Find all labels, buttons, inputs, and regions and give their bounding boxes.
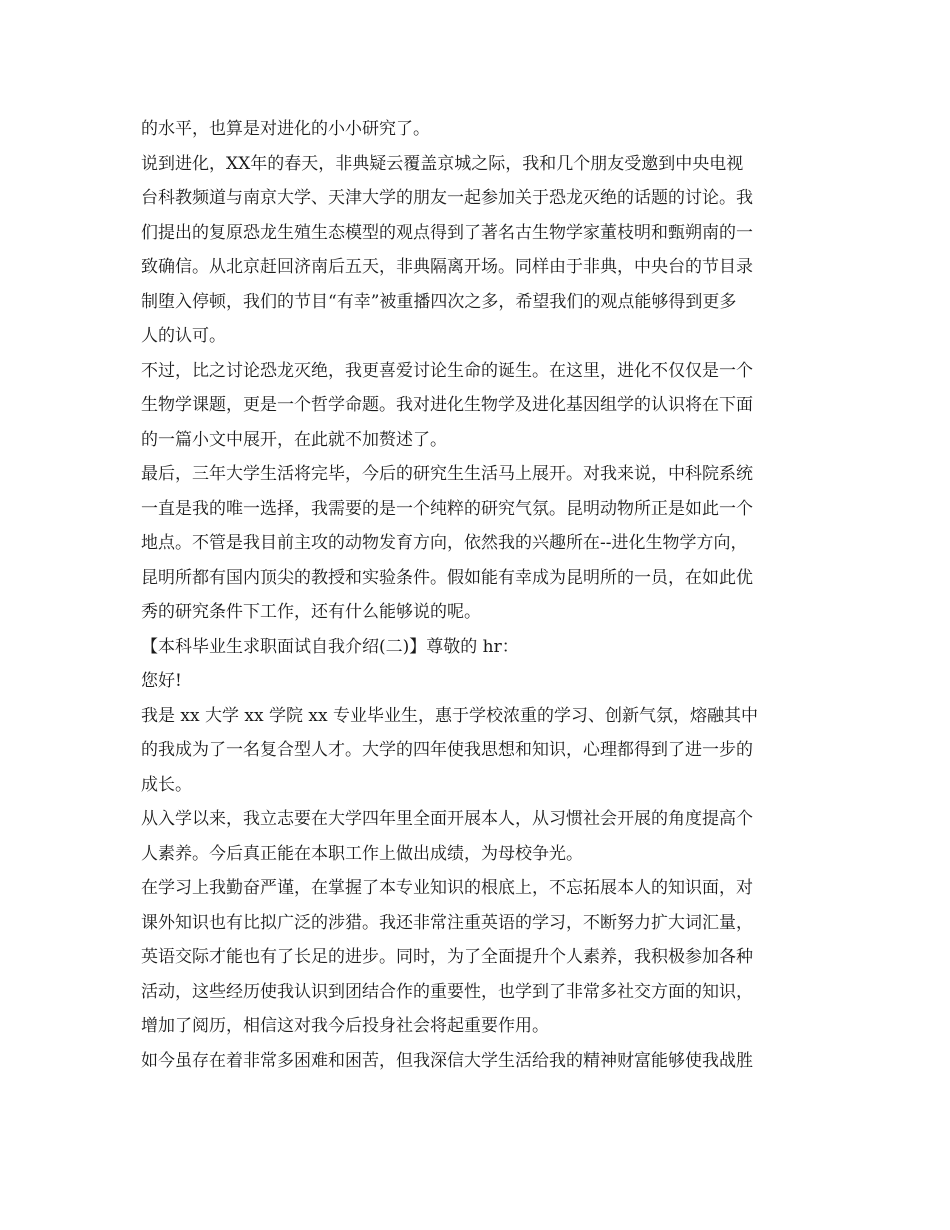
text-line: 致确信。从北京赶回济南后五天，非典隔离开场。同样由于非典，中央台的节目录 — [141, 257, 753, 277]
text-line: 课外知识也有比拟广泛的涉猎。我还非常注重英语的学习，不断努力扩大词汇量， — [141, 912, 753, 933]
text-line: 成长。 — [141, 774, 192, 795]
text-line: 一直是我的唯一选择，我需要的是一个纯粹的研究气氛。昆明动物所正是如此一个 — [141, 498, 753, 519]
text-line: 地点。不管是我目前主攻的动物发育方向，依然我的兴趣所在--进化生物学方向， — [141, 533, 748, 553]
document-body — [141, 112, 821, 1078]
text-line: 活动，这些经历使我认识到团结合作的重要性，也学到了非常多社交方面的知识， — [141, 981, 753, 1002]
text-line: 我是 xx 大学 xx 学院 xx 专业毕业生，惠于学校浓重的学习、创新气氛，熔融其中 — [141, 705, 758, 726]
text-line: 们提出的复原恐龙生殖生态模型的观点得到了著名古生物学家董枝明和甄朔南的一 — [141, 222, 753, 243]
text-line: 您好! — [141, 671, 182, 691]
text-line: 秀的研究条件下工作，还有什么能够说的呢。 — [141, 602, 481, 622]
text-line: 从入学以来，我立志要在大学四年里全面开展本人，从习惯社会开展的角度提高个 — [141, 809, 753, 829]
text-line: 在学习上我勤奋严谨，在掌握了本专业知识的根底上，不忘拓展本人的知识面，对 — [141, 878, 753, 898]
text-line: 台科教频道与南京大学、天津大学的朋友一起参加关于恐龙灭绝的话题的讨论。我 — [141, 188, 753, 208]
text-line: 生物学课题，更是一个哲学命题。我对进化生物学及进化基因组学的认识将在下面 — [141, 395, 753, 415]
text-line: 的一篇小文中展开，在此就不加赘述了。 — [141, 429, 447, 450]
text-line: 人素养。今后真正能在本职工作上做出成绩，为母校争光。 — [141, 843, 583, 864]
text-line: 制堕入停顿，我们的节目“有幸”被重播四次之多，希望我们的观点能够得到更多 — [141, 291, 737, 312]
text-line: 增加了阅历，相信这对我今后投身社会将起重要作用。 — [141, 1016, 549, 1036]
text-line: 不过，比之讨论恐龙灭绝，我更喜爱讨论生命的诞生。在这里，进化不仅仅是一个 — [141, 360, 753, 381]
text-line: 说到进化，XX年的春天，非典疑云覆盖京城之际，我和几个朋友受邀到中央电视 — [141, 153, 744, 174]
text-line: 昆明所都有国内顶尖的教授和实验条件。假如能有幸成为昆明所的一员，在如此优 — [141, 567, 753, 588]
text-line: 的水平，也算是对进化的小小研究了。 — [141, 119, 430, 139]
text-line: 人的认可。 — [141, 326, 226, 346]
text-line: 英语交际才能也有了长足的进步。同时，为了全面提升个人素养，我积极参加各种 — [141, 947, 753, 967]
text-line: 最后，三年大学生活将完毕，今后的研究生生活马上展开。对我来说，中科院系统 — [141, 464, 753, 484]
text-line: 如今虽存在着非常多困难和困苦，但我深信大学生活给我的精神财富能够使我战胜 — [141, 1050, 753, 1071]
text-line: 的我成为了一名复合型人才。大学的四年使我思想和知识，心理都得到了进一步的 — [141, 740, 753, 760]
section-heading: 【本科毕业生求职面试自我介绍(二)】尊敬的 hr： — [141, 636, 519, 657]
